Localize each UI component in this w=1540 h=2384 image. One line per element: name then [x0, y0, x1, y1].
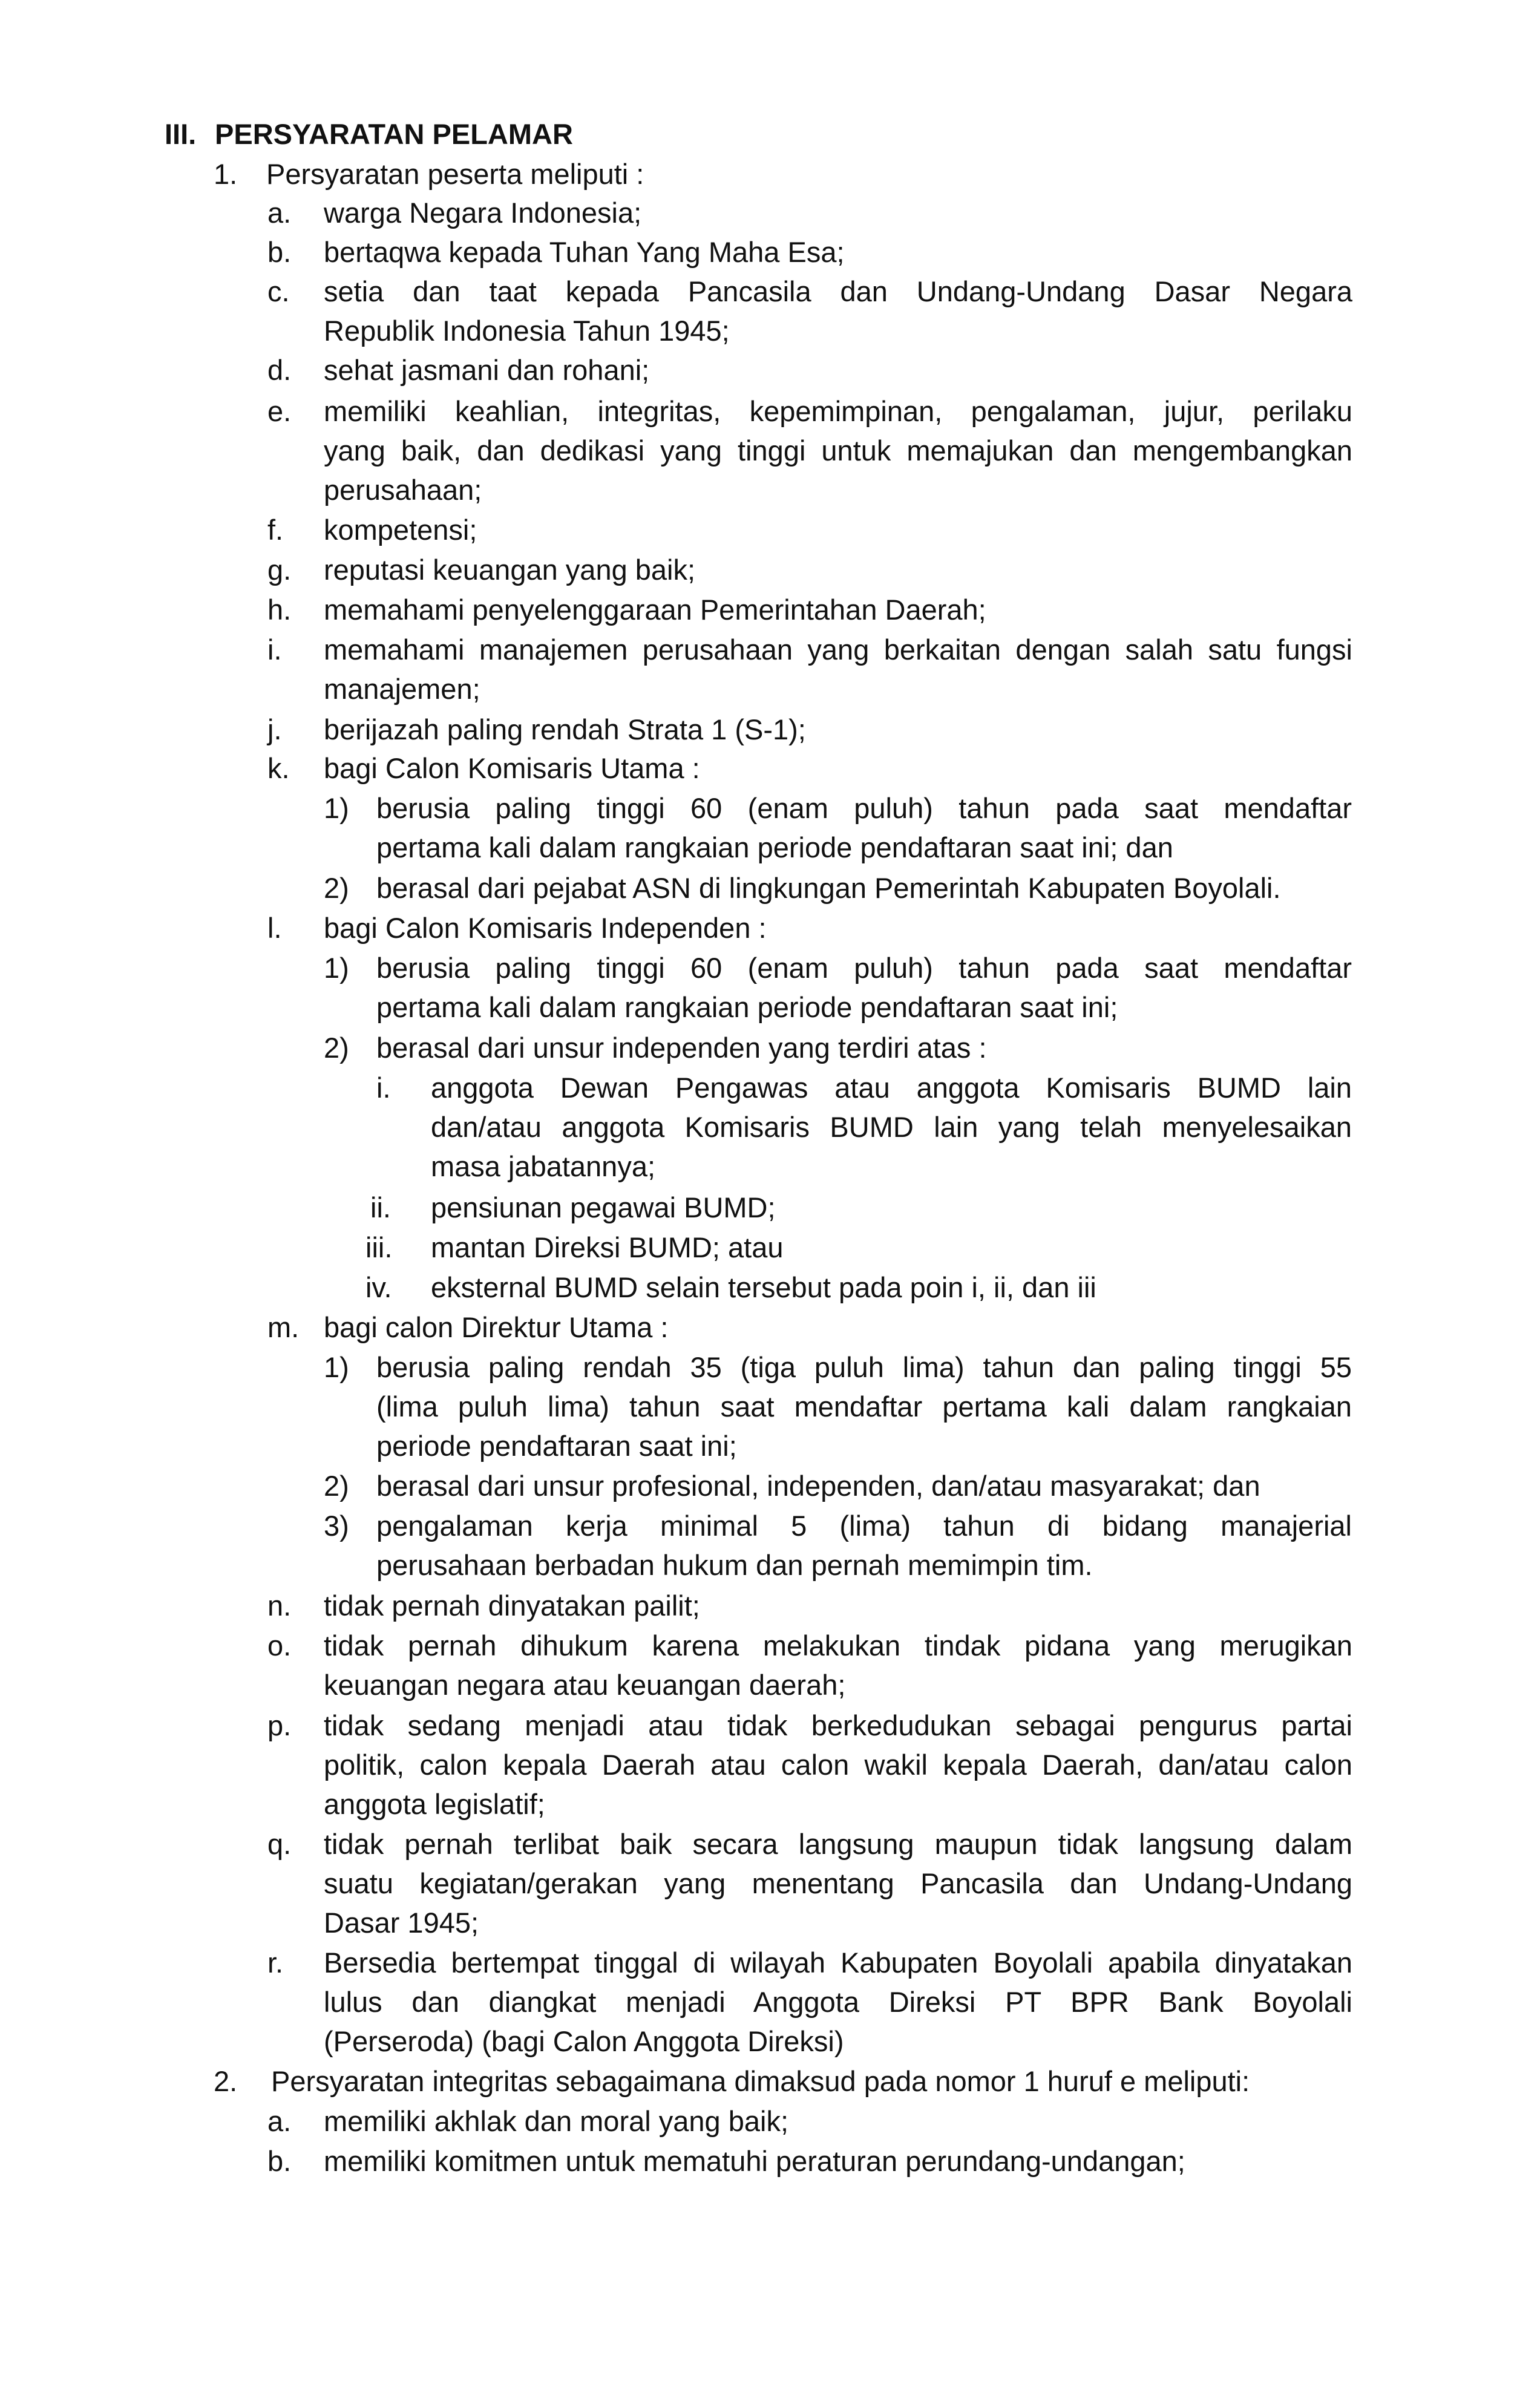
- section-2-intro: Persyaratan integritas sebagaimana dimaksud pada nomor 1 huruf e meliputi:: [271, 2065, 1250, 2097]
- item-g-marker: g.: [267, 554, 292, 586]
- item-k-1-line-2: pertama kali dalam rangkaian periode pendaftaran saat ini; dan: [376, 831, 1173, 863]
- item-o-line-1: tidak pernah dihukum karena melakukan tindak pidana yang merugikan: [324, 1629, 1352, 1662]
- item-q-line-1: tidak pernah terlibat baik secara langsung maupun tidak langsung dalam: [324, 1828, 1352, 1860]
- item-c-line-1: setia dan taat kepada Pancasila dan Undang-Undang Dasar Negara: [324, 275, 1352, 307]
- item-m-2-marker: 2): [324, 1470, 349, 1502]
- item-c-line-2: Republik Indonesia Tahun 1945;: [324, 315, 730, 347]
- item-n-marker: n.: [267, 1590, 292, 1622]
- item-j-marker: j.: [267, 713, 282, 745]
- item-f-marker: f.: [267, 514, 284, 546]
- heading-title: PERSYARATAN PELAMAR: [215, 118, 573, 150]
- item-i-line-2: manajemen;: [324, 673, 480, 705]
- item-r-marker: r.: [267, 1947, 284, 1979]
- item-m-2-text: berasal dari unsur profesional, independen, dan/atau masyarakat; dan: [376, 1470, 1260, 1502]
- item-l-2-i-line-2: dan/atau anggota Komisaris BUMD lain yang telah menyelesaikan: [431, 1111, 1352, 1143]
- section-1-intro: Persyaratan peserta meliputi :: [266, 158, 644, 190]
- item-l-text: bagi Calon Komisaris Independen :: [324, 912, 767, 944]
- item-k-2-text: berasal dari pejabat ASN di lingkungan Pemerintah Kabupaten Boyolali.: [376, 872, 1281, 904]
- item-l-2-ii-text: pensiunan pegawai BUMD;: [431, 1191, 776, 1223]
- item-l-1-marker: 1): [324, 952, 349, 984]
- heading-number: III.: [165, 118, 197, 150]
- item-l-1-line-1: berusia paling tinggi 60 (enam puluh) tahun pada saat mendaftar: [376, 952, 1352, 984]
- item-k-1-line-1: berusia paling tinggi 60 (enam puluh) tahun pada saat mendaftar: [376, 792, 1352, 824]
- item-p-line-1: tidak sedang menjadi atau tidak berkedudukan sebagai pengurus partai: [324, 1709, 1352, 1741]
- item-m-3-line-1: pengalaman kerja minimal 5 (lima) tahun di bidang manajerial: [376, 1510, 1352, 1542]
- item-k-marker: k.: [267, 752, 290, 784]
- item-l-2-iv-marker: iv.: [365, 1271, 392, 1303]
- item-o-marker: o.: [267, 1629, 292, 1662]
- section-2-item-b-text: memiliki komitmen untuk mematuhi peraturan perundang-undangan;: [324, 2145, 1185, 2177]
- item-m-1-line-2: (lima puluh lima) tahun saat mendaftar pertama kali dalam rangkaian: [376, 1390, 1352, 1423]
- item-d-marker: d.: [267, 354, 292, 386]
- item-l-2-i-marker: i.: [376, 1072, 391, 1104]
- item-d-text: sehat jasmani dan rohani;: [324, 354, 650, 386]
- item-k-1-marker: 1): [324, 792, 349, 824]
- item-p-marker: p.: [267, 1709, 292, 1741]
- item-r-line-2: lulus dan diangkat menjadi Anggota Direksi PT BPR Bank Boyolali: [324, 1986, 1352, 2018]
- item-j-text: berijazah paling rendah Strata 1 (S-1);: [324, 713, 806, 745]
- item-c-marker: c.: [267, 275, 290, 307]
- item-r-line-3: (Perseroda) (bagi Calon Anggota Direksi): [324, 2025, 844, 2057]
- item-a-text: warga Negara Indonesia;: [324, 197, 642, 229]
- item-r-line-1: Bersedia bertempat tinggal di wilayah Kabupaten Boyolali apabila dinyatakan: [324, 1947, 1352, 1979]
- item-e-marker: e.: [267, 395, 292, 427]
- item-l-2-iii-marker: iii.: [365, 1231, 393, 1263]
- item-l-2-i-line-1: anggota Dewan Pengawas atau anggota Komisaris BUMD lain: [431, 1072, 1352, 1104]
- item-n-text: tidak pernah dinyatakan pailit;: [324, 1590, 700, 1622]
- item-i-line-1: memahami manajemen perusahaan yang berkaitan dengan salah satu fungsi: [324, 634, 1352, 666]
- item-l-marker: l.: [267, 912, 282, 944]
- item-m-1-marker: 1): [324, 1351, 349, 1383]
- item-m-text: bagi calon Direktur Utama :: [324, 1311, 669, 1343]
- section-2-marker: 2.: [214, 2065, 238, 2097]
- item-i-marker: i.: [267, 634, 282, 666]
- item-l-1-line-2: pertama kali dalam rangkaian periode pendaftaran saat ini;: [376, 991, 1118, 1023]
- item-h-text: memahami penyelenggaraan Pemerintahan Daerah;: [324, 594, 986, 626]
- item-q-line-2: suatu kegiatan/gerakan yang menentang Pancasila dan Undang-Undang: [324, 1867, 1352, 1899]
- item-k-2-marker: 2): [324, 872, 349, 904]
- item-p-line-2: politik, calon kepala Daerah atau calon wakil kepala Daerah, dan/atau calon: [324, 1749, 1352, 1781]
- item-l-2-text: berasal dari unsur independen yang terdiri atas :: [376, 1032, 987, 1064]
- item-l-2-iii-text: mantan Direksi BUMD; atau: [431, 1231, 784, 1263]
- item-l-2-i-line-3: masa jabatannya;: [431, 1150, 656, 1182]
- item-b-text: bertaqwa kepada Tuhan Yang Maha Esa;: [324, 236, 845, 268]
- item-h-marker: h.: [267, 594, 292, 626]
- item-l-2-iv-text: eksternal BUMD selain tersebut pada poin i, ii, dan iii: [431, 1271, 1096, 1303]
- item-m-3-line-2: perusahaan berbadan hukum dan pernah memimpin tim.: [376, 1549, 1093, 1581]
- item-l-2-ii-marker: ii.: [370, 1191, 391, 1223]
- item-f-text: kompetensi;: [324, 514, 477, 546]
- item-g-text: reputasi keuangan yang baik;: [324, 554, 696, 586]
- item-a-marker: a.: [267, 197, 292, 229]
- item-e-line-3: perusahaan;: [324, 474, 482, 506]
- section-2-item-b-marker: b.: [267, 2145, 292, 2177]
- item-l-2-marker: 2): [324, 1032, 349, 1064]
- item-m-3-marker: 3): [324, 1510, 349, 1542]
- item-k-text: bagi Calon Komisaris Utama :: [324, 752, 700, 784]
- item-e-line-1: memiliki keahlian, integritas, kepemimpinan, pengalaman, jujur, perilaku: [324, 395, 1352, 427]
- item-q-line-3: Dasar 1945;: [324, 1907, 479, 1939]
- item-m-marker: m.: [267, 1311, 300, 1343]
- item-q-marker: q.: [267, 1828, 292, 1860]
- item-o-line-2: keuangan negara atau keuangan daerah;: [324, 1669, 846, 1701]
- section-2-item-a-marker: a.: [267, 2105, 292, 2137]
- item-b-marker: b.: [267, 236, 292, 268]
- item-p-line-3: anggota legislatif;: [324, 1788, 545, 1820]
- item-m-1-line-1: berusia paling rendah 35 (tiga puluh lima) tahun dan paling tinggi 55: [376, 1351, 1352, 1383]
- item-e-line-2: yang baik, dan dedikasi yang tinggi untuk memajukan dan mengembangkan: [324, 434, 1352, 467]
- section-2-item-a-text: memiliki akhlak dan moral yang baik;: [324, 2105, 788, 2137]
- section-1-marker: 1.: [214, 158, 238, 190]
- item-m-1-line-3: periode pendaftaran saat ini;: [376, 1430, 737, 1462]
